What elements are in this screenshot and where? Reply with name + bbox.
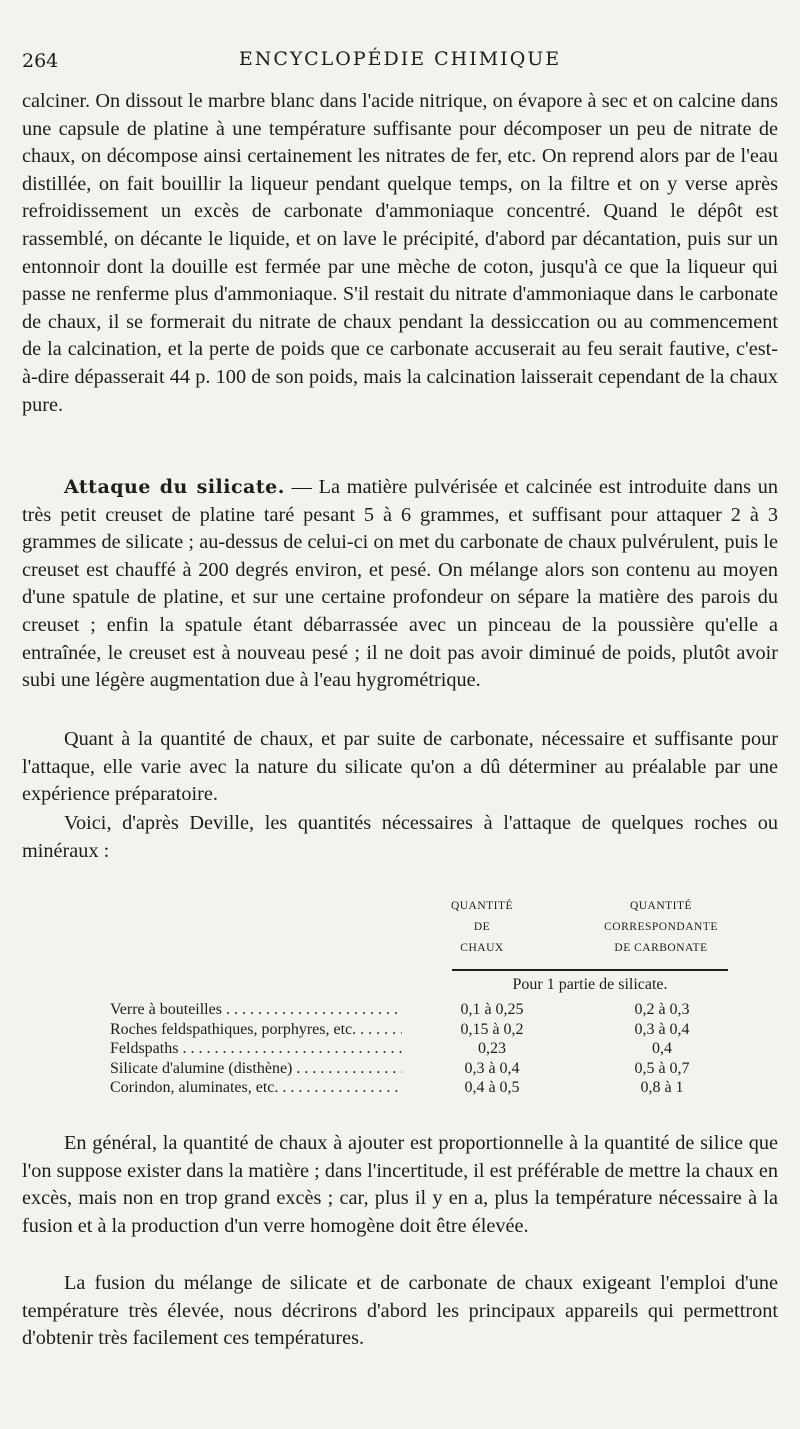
cell-carbonate: 0,3 à 0,4 — [634, 1020, 690, 1038]
page-header — [22, 44, 778, 74]
cell-chaux: 0,1 à 0,25 — [460, 1001, 524, 1018]
paragraph-general-rule — [22, 1130, 778, 1240]
column-header-line: CHAUX — [460, 942, 504, 954]
column-header-line: QUANTITÉ — [629, 900, 693, 912]
table-row — [22, 1039, 778, 1059]
table-row — [22, 1000, 778, 1020]
table-row — [22, 1020, 778, 1040]
table-rule — [452, 969, 728, 971]
cell-chaux: 0,4 à 0,5 — [464, 1079, 520, 1097]
column-header-line: QUANTITÉ — [450, 900, 514, 912]
column-header-line: DE — [473, 921, 491, 933]
paragraph-text: Quant à la quantité de chaux, et par suite de carbonate, nécessaire et suffisante pour l'attaque, elle varie avec la nature du silicate qu'on a dû déterminer au préalable par une expérience préparatoire. — [22, 728, 778, 806]
cell-carbonate: 0,2 à 0,3 — [634, 1001, 690, 1018]
cell-chaux: 0,3 à 0,4 — [464, 1059, 520, 1077]
quantities-table — [22, 896, 778, 1106]
paragraph-deville-intro — [22, 810, 778, 865]
paragraph-text: calciner. On dissout le marbre blanc dans l'acide nitrique, on évapore à sec et on calcine dans une capsule de platine à une température suffisante pour décomposer un peu de nitrate de chaux, on décompose ainsi certainement les nitrates de fer, etc. On reprend alors par de l'eau distillée, on fait bouillir la liqueur pendant quelque temps, on la filtre et on y verse après refroidissement un excès de carbonate d'ammoniaque concentré. Quand le dépôt est rassemblé, on décante le liquide, et on lave le précipité, d'abord par décantation, puis sur un entonnoir dont la douille est fermée par une mèche de coton, jusqu'à ce que la liqueur qui passe ne renferme plus d'ammoniaque. S'il restait du nitrate d'ammoniaque dans le carbonate de chaux, il se formerait du nitrate de chaux pendant la dessiccation ou au commencement de la calcination, et la perte de poids que ce carbonate accuserait au feu serait fautive, c'est-à-dire dépasserait 44 p. 100 de son poids, mais la calcination laisserait cependant de la chaux pure. — [22, 90, 778, 416]
paragraph-silicate-attack — [22, 474, 778, 695]
row-label: Verre à bouteilles . . . — [110, 1000, 402, 1020]
column-header-chaux — [420, 896, 544, 959]
cell-chaux: 0,15 à 0,2 — [460, 1020, 524, 1038]
column-header-line: DE CARBONATE — [614, 942, 708, 954]
row-label: Silicate d'alumine (disthène) . . . — [110, 1059, 402, 1079]
paragraph-lime-quantity — [22, 726, 778, 809]
table-row — [22, 1078, 778, 1098]
row-label: Feldspaths . . . — [110, 1039, 402, 1059]
paragraph-text: Voici, d'après Deville, les quantités nécessaires à l'attaque de quelques roches ou minéraux : — [22, 812, 778, 862]
section-heading: Attaque du silicate. — [64, 476, 285, 498]
table-row — [22, 1059, 778, 1079]
table-body — [22, 1000, 778, 1098]
cell-carbonate: 0,5 à 0,7 — [634, 1059, 690, 1077]
page-number: 264 — [22, 50, 59, 72]
row-label: Corindon, aluminates, etc. . . . — [110, 1078, 402, 1098]
paragraph-text: — La matière pulvérisée et calcinée est introduite dans un très petit creuset de platine taré pesant 5 à 6 grammes, et suffisant pour attaquer 2 à 3 grammes de silicate ; au-dessus de celui-ci on met du carbonate de chaux pulvérulent, puis le creuset est chauffé à 200 degrés environ, et pesé. On mélange alors son contenu au moyen d'une spatule de platine, et sur une certaine profondeur on sépare la matière des parois du creuset ; enfin la spatule étant débarrassée avec un pinceau de la poussière qu'elle a entraînée, le creuset est à nouveau pesé ; il ne doit pas avoir diminué de poids, plutôt avoir subi une légère augmentation due à l'eau hygrométrique. — [22, 476, 778, 692]
table-subheader: Pour 1 partie de silicate. — [512, 976, 668, 993]
column-header-line: CORRESPONDANTE — [604, 921, 718, 933]
paragraph-marble-calcination — [22, 88, 778, 419]
running-title: ENCYCLOPÉDIE CHIMIQUE — [238, 48, 562, 70]
column-header-carbonate — [592, 896, 730, 959]
paragraph-text: La fusion du mélange de silicate et de carbonate de chaux exigeant l'emploi d'une température très élevée, nous décrirons d'abord les principaux appareils qui permettront d'obtenir très facilement ces températures. — [22, 1272, 778, 1350]
cell-carbonate: 0,4 — [652, 1040, 672, 1058]
paragraph-fusion-apparatus — [22, 1270, 778, 1353]
row-label: Roches feldspathiques, porphyres, etc. . . . — [110, 1020, 402, 1040]
cell-chaux: 0,23 — [478, 1040, 506, 1058]
paragraph-text: En général, la quantité de chaux à ajouter est proportionnelle à la quantité de silice que l'on suppose exister dans la matière ; dans l'incertitude, il est préférable de mettre la chaux en excès, mais non en trop grand excès ; car, plus il y en a, plus la température nécessaire à la fusion et à la production d'un verre homogène doit être élevée. — [22, 1132, 778, 1237]
cell-carbonate: 0,8 à 1 — [640, 1079, 684, 1097]
